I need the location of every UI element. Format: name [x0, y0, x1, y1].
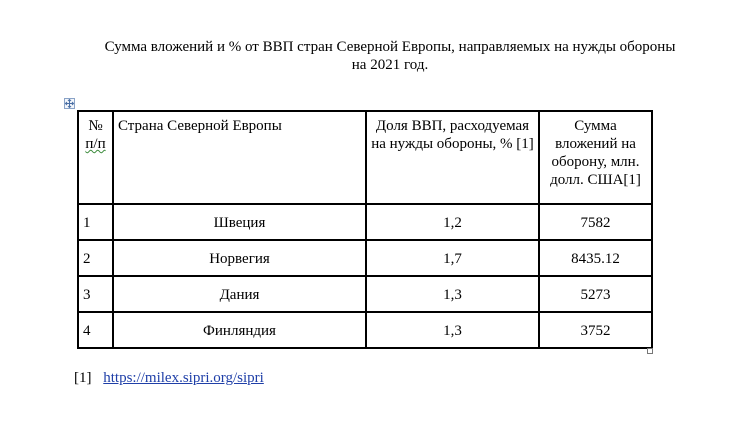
- defense-spending-table: [77, 110, 653, 349]
- header-number-abbr: п/п: [85, 136, 106, 152]
- cell-investment: 7582: [539, 204, 652, 240]
- cell-number: 2: [78, 240, 113, 276]
- header-investment: Сумма вложений на оборону, млн. долл. США[1]: [539, 111, 652, 204]
- cell-gdp-share: 1,2: [366, 204, 539, 240]
- caption-line-2: на 2021 год.: [351, 57, 429, 73]
- table-row: [78, 312, 652, 348]
- cell-investment: 8435.12: [539, 240, 652, 276]
- cell-gdp-share: 1,3: [366, 312, 539, 348]
- cell-number: 4: [78, 312, 113, 348]
- cell-investment: 3752: [539, 312, 652, 348]
- footnote-marker: [1]: [74, 370, 92, 386]
- move-arrows-icon: [65, 99, 74, 108]
- caption-line-1: Сумма вложений и % от ВВП стран Северной Европы, направляемых на нужды обороны: [104, 39, 676, 55]
- header-country: Страна Северной Европы: [113, 111, 366, 204]
- cell-number: 1: [78, 204, 113, 240]
- header-number: № п/п: [78, 111, 113, 204]
- footnote-link[interactable]: https://milex.sipri.org/sipri: [103, 370, 264, 386]
- cell-investment: 5273: [539, 276, 652, 312]
- table-row: [78, 204, 652, 240]
- cell-country: Дания: [113, 276, 366, 312]
- table-resize-handle-icon[interactable]: [647, 348, 653, 354]
- table-caption: [40, 38, 739, 74]
- cell-country: Финляндия: [113, 312, 366, 348]
- footnote: [74, 369, 264, 387]
- table-header-row: [78, 111, 652, 204]
- cell-country: Швеция: [113, 204, 366, 240]
- table-row: [78, 276, 652, 312]
- cell-number: 3: [78, 276, 113, 312]
- cell-country: Норвегия: [113, 240, 366, 276]
- header-gdp-share: Доля ВВП, расходуемая на нужды обороны, % [1]: [366, 111, 539, 204]
- table-row: [78, 240, 652, 276]
- cell-gdp-share: 1,3: [366, 276, 539, 312]
- cell-gdp-share: 1,7: [366, 240, 539, 276]
- table-move-handle-icon[interactable]: [64, 98, 75, 109]
